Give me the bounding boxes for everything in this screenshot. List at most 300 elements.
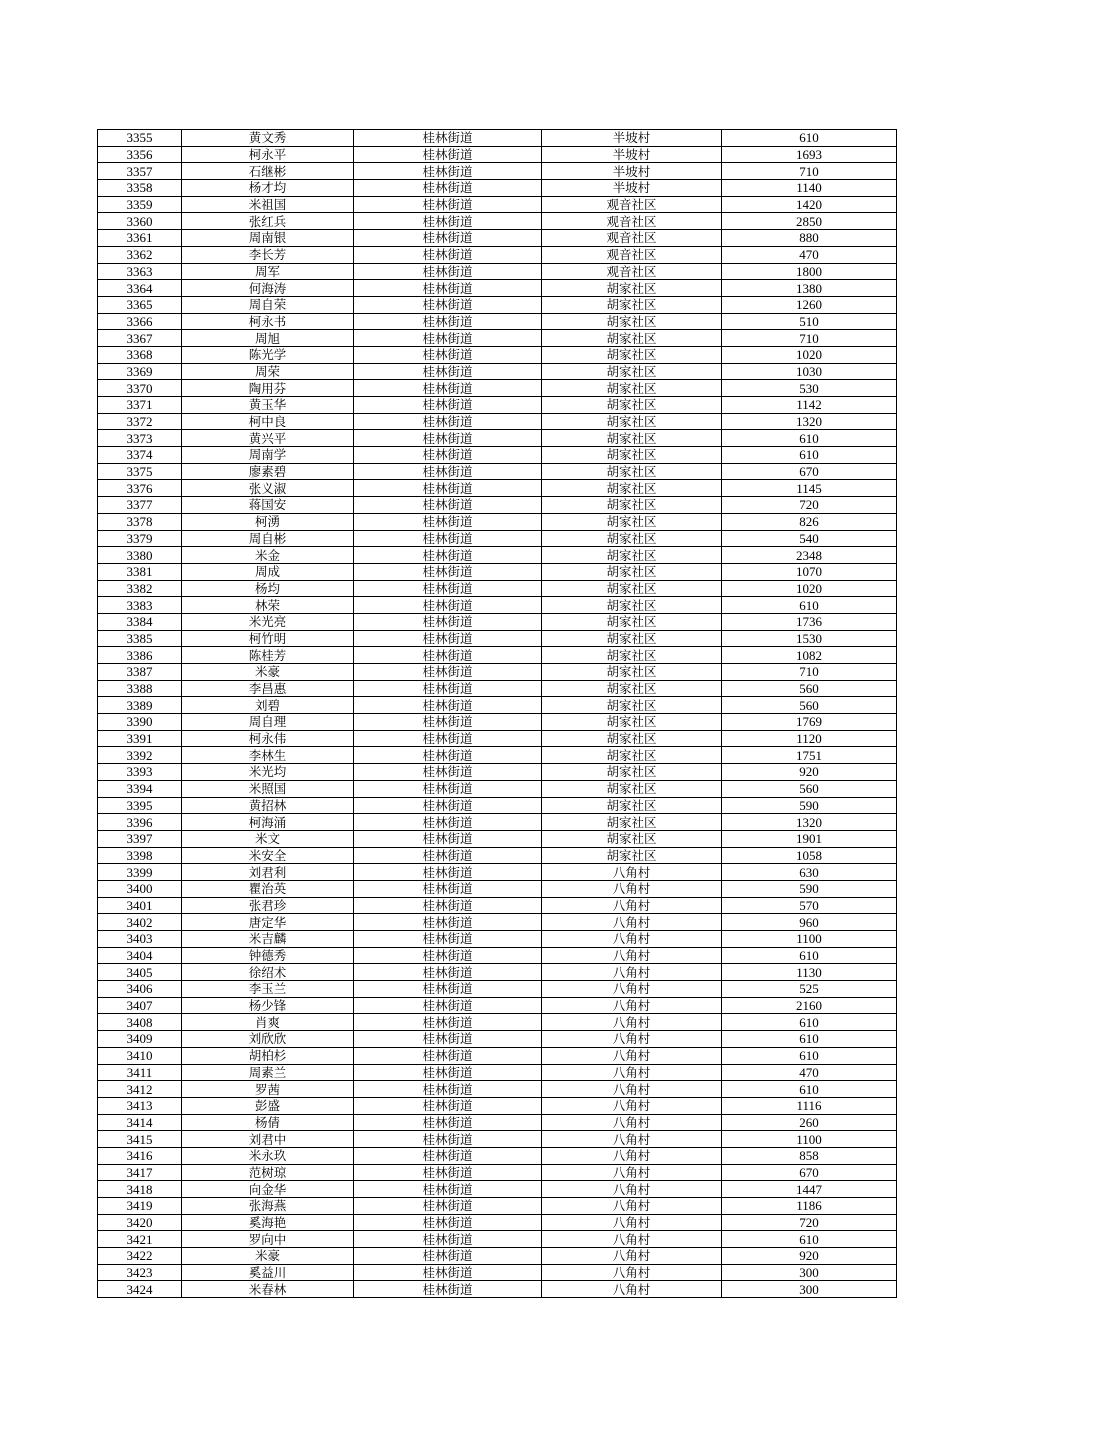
row-number-cell: 3384	[98, 613, 182, 630]
community-cell: 胡家社区	[542, 730, 722, 747]
street-cell: 桂林街道	[354, 363, 542, 380]
table-row	[98, 1264, 897, 1281]
street-cell: 桂林街道	[354, 630, 542, 647]
amount-cell: 1082	[722, 647, 897, 664]
row-number-cell: 3373	[98, 430, 182, 447]
table-row	[98, 547, 897, 564]
street-cell: 桂林街道	[354, 497, 542, 514]
data-table	[97, 129, 897, 1298]
amount-cell: 720	[722, 497, 897, 514]
name-cell: 李林生	[182, 747, 354, 764]
row-number-cell: 3375	[98, 463, 182, 480]
amount-cell: 720	[722, 1214, 897, 1231]
community-cell: 胡家社区	[542, 580, 722, 597]
amount-cell: 826	[722, 513, 897, 530]
street-cell: 桂林街道	[354, 1097, 542, 1114]
name-cell: 米祖国	[182, 196, 354, 213]
street-cell: 桂林街道	[354, 1181, 542, 1198]
amount-cell: 1145	[722, 480, 897, 497]
amount-cell: 610	[722, 447, 897, 464]
row-number-cell: 3377	[98, 497, 182, 514]
row-number-cell: 3415	[98, 1131, 182, 1148]
name-cell: 罗向中	[182, 1231, 354, 1248]
community-cell: 八角村	[542, 1198, 722, 1215]
amount-cell: 1140	[722, 180, 897, 197]
table-row	[98, 346, 897, 363]
amount-cell: 560	[722, 697, 897, 714]
name-cell: 彭盛	[182, 1097, 354, 1114]
row-number-cell: 3405	[98, 964, 182, 981]
name-cell: 周成	[182, 563, 354, 580]
street-cell: 桂林街道	[354, 613, 542, 630]
community-cell: 胡家社区	[542, 313, 722, 330]
row-number-cell: 3410	[98, 1047, 182, 1064]
name-cell: 柯永伟	[182, 730, 354, 747]
community-cell: 胡家社区	[542, 747, 722, 764]
table-row	[98, 880, 897, 897]
street-cell: 桂林街道	[354, 880, 542, 897]
name-cell: 陶用芬	[182, 380, 354, 397]
name-cell: 蒋国安	[182, 497, 354, 514]
row-number-cell: 3381	[98, 563, 182, 580]
amount-cell: 590	[722, 880, 897, 897]
amount-cell: 2160	[722, 997, 897, 1014]
street-cell: 桂林街道	[354, 714, 542, 731]
amount-cell: 710	[722, 163, 897, 180]
name-cell: 米照国	[182, 780, 354, 797]
row-number-cell: 3393	[98, 764, 182, 781]
table-row	[98, 814, 897, 831]
table-row	[98, 313, 897, 330]
row-number-cell: 3387	[98, 664, 182, 681]
street-cell: 桂林街道	[354, 814, 542, 831]
row-number-cell: 3380	[98, 547, 182, 564]
row-number-cell: 3401	[98, 897, 182, 914]
street-cell: 桂林街道	[354, 146, 542, 163]
amount-cell: 1116	[722, 1097, 897, 1114]
name-cell: 刘君中	[182, 1131, 354, 1148]
community-cell: 胡家社区	[542, 563, 722, 580]
amount-cell: 470	[722, 1064, 897, 1081]
row-number-cell: 3391	[98, 730, 182, 747]
street-cell: 桂林街道	[354, 1114, 542, 1131]
name-cell: 周自荣	[182, 296, 354, 313]
community-cell: 胡家社区	[542, 413, 722, 430]
amount-cell: 540	[722, 530, 897, 547]
table-row	[98, 180, 897, 197]
community-cell: 八角村	[542, 1014, 722, 1031]
community-cell: 胡家社区	[542, 447, 722, 464]
street-cell: 桂林街道	[354, 480, 542, 497]
community-cell: 胡家社区	[542, 280, 722, 297]
amount-cell: 1447	[722, 1181, 897, 1198]
row-number-cell: 3388	[98, 680, 182, 697]
row-number-cell: 3409	[98, 1031, 182, 1048]
row-number-cell: 3398	[98, 847, 182, 864]
community-cell: 胡家社区	[542, 497, 722, 514]
name-cell: 黄兴平	[182, 430, 354, 447]
name-cell: 柯湧	[182, 513, 354, 530]
name-cell: 米豪	[182, 1248, 354, 1265]
community-cell: 八角村	[542, 1131, 722, 1148]
amount-cell: 1100	[722, 931, 897, 948]
name-cell: 米吉麟	[182, 931, 354, 948]
street-cell: 桂林街道	[354, 580, 542, 597]
row-number-cell: 3356	[98, 146, 182, 163]
table-row	[98, 530, 897, 547]
name-cell: 廖素碧	[182, 463, 354, 480]
amount-cell: 610	[722, 597, 897, 614]
row-number-cell: 3372	[98, 413, 182, 430]
amount-cell: 880	[722, 230, 897, 247]
table-row	[98, 580, 897, 597]
amount-cell: 610	[722, 1081, 897, 1098]
table-row	[98, 947, 897, 964]
community-cell: 半坡村	[542, 146, 722, 163]
row-number-cell: 3407	[98, 997, 182, 1014]
street-cell: 桂林街道	[354, 163, 542, 180]
community-cell: 胡家社区	[542, 680, 722, 697]
row-number-cell: 3417	[98, 1164, 182, 1181]
name-cell: 刘君利	[182, 864, 354, 881]
table-row	[98, 1131, 897, 1148]
table-row	[98, 513, 897, 530]
street-cell: 桂林街道	[354, 1281, 542, 1298]
table-row	[98, 430, 897, 447]
row-number-cell: 3397	[98, 830, 182, 847]
table-row	[98, 664, 897, 681]
name-cell: 杨倩	[182, 1114, 354, 1131]
street-cell: 桂林街道	[354, 964, 542, 981]
table-row	[98, 780, 897, 797]
table-row	[98, 1231, 897, 1248]
row-number-cell: 3368	[98, 346, 182, 363]
table-row	[98, 797, 897, 814]
table-row	[98, 864, 897, 881]
community-cell: 八角村	[542, 931, 722, 948]
community-cell: 胡家社区	[542, 797, 722, 814]
table-row	[98, 1097, 897, 1114]
name-cell: 张红兵	[182, 213, 354, 230]
name-cell: 柯中良	[182, 413, 354, 430]
name-cell: 米永玖	[182, 1147, 354, 1164]
row-number-cell: 3386	[98, 647, 182, 664]
table-row	[98, 380, 897, 397]
name-cell: 黄招林	[182, 797, 354, 814]
row-number-cell: 3414	[98, 1114, 182, 1131]
row-number-cell: 3408	[98, 1014, 182, 1031]
table-row	[98, 130, 897, 147]
table-row	[98, 1114, 897, 1131]
row-number-cell: 3422	[98, 1248, 182, 1265]
table-row	[98, 1047, 897, 1064]
row-number-cell: 3419	[98, 1198, 182, 1215]
table-row	[98, 714, 897, 731]
row-number-cell: 3396	[98, 814, 182, 831]
name-cell: 向金华	[182, 1181, 354, 1198]
street-cell: 桂林街道	[354, 196, 542, 213]
name-cell: 杨均	[182, 580, 354, 597]
community-cell: 八角村	[542, 1164, 722, 1181]
community-cell: 八角村	[542, 864, 722, 881]
amount-cell: 1100	[722, 1131, 897, 1148]
community-cell: 八角村	[542, 981, 722, 998]
amount-cell: 525	[722, 981, 897, 998]
row-number-cell: 3421	[98, 1231, 182, 1248]
name-cell: 何海涛	[182, 280, 354, 297]
community-cell: 八角村	[542, 1147, 722, 1164]
table-row	[98, 397, 897, 414]
community-cell: 观音社区	[542, 196, 722, 213]
community-cell: 八角村	[542, 1248, 722, 1265]
street-cell: 桂林街道	[354, 180, 542, 197]
street-cell: 桂林街道	[354, 280, 542, 297]
community-cell: 胡家社区	[542, 547, 722, 564]
table-row	[98, 981, 897, 998]
table-row	[98, 630, 897, 647]
name-cell: 杨少锋	[182, 997, 354, 1014]
row-number-cell: 3390	[98, 714, 182, 731]
table-row	[98, 914, 897, 931]
table-row	[98, 246, 897, 263]
row-number-cell: 3411	[98, 1064, 182, 1081]
community-cell: 胡家社区	[542, 463, 722, 480]
community-cell: 胡家社区	[542, 430, 722, 447]
amount-cell: 300	[722, 1264, 897, 1281]
community-cell: 八角村	[542, 880, 722, 897]
community-cell: 观音社区	[542, 213, 722, 230]
table-row	[98, 931, 897, 948]
row-number-cell: 3376	[98, 480, 182, 497]
amount-cell: 1070	[722, 563, 897, 580]
street-cell: 桂林街道	[354, 897, 542, 914]
row-number-cell: 3392	[98, 747, 182, 764]
table-row	[98, 146, 897, 163]
name-cell: 李玉兰	[182, 981, 354, 998]
street-cell: 桂林街道	[354, 664, 542, 681]
table-row	[98, 680, 897, 697]
name-cell: 陈光学	[182, 346, 354, 363]
table-row	[98, 1014, 897, 1031]
community-cell: 半坡村	[542, 130, 722, 147]
row-number-cell: 3367	[98, 330, 182, 347]
community-cell: 八角村	[542, 1231, 722, 1248]
street-cell: 桂林街道	[354, 563, 542, 580]
community-cell: 八角村	[542, 897, 722, 914]
amount-cell: 470	[722, 246, 897, 263]
name-cell: 胡柏杉	[182, 1047, 354, 1064]
amount-cell: 710	[722, 664, 897, 681]
community-cell: 观音社区	[542, 230, 722, 247]
street-cell: 桂林街道	[354, 730, 542, 747]
street-cell: 桂林街道	[354, 914, 542, 931]
row-number-cell: 3389	[98, 697, 182, 714]
community-cell: 胡家社区	[542, 613, 722, 630]
street-cell: 桂林街道	[354, 864, 542, 881]
community-cell: 八角村	[542, 1281, 722, 1298]
row-number-cell: 3406	[98, 981, 182, 998]
street-cell: 桂林街道	[354, 1231, 542, 1248]
table-row	[98, 263, 897, 280]
street-cell: 桂林街道	[354, 997, 542, 1014]
table-row	[98, 1281, 897, 1298]
amount-cell: 630	[722, 864, 897, 881]
community-cell: 八角村	[542, 1097, 722, 1114]
community-cell: 胡家社区	[542, 780, 722, 797]
table-body	[98, 130, 897, 1298]
community-cell: 八角村	[542, 964, 722, 981]
table-row	[98, 497, 897, 514]
community-cell: 胡家社区	[542, 330, 722, 347]
community-cell: 胡家社区	[542, 664, 722, 681]
name-cell: 米春林	[182, 1281, 354, 1298]
table-row	[98, 1198, 897, 1215]
community-cell: 八角村	[542, 1031, 722, 1048]
amount-cell: 670	[722, 463, 897, 480]
amount-cell: 670	[722, 1164, 897, 1181]
community-cell: 八角村	[542, 1064, 722, 1081]
row-number-cell: 3416	[98, 1147, 182, 1164]
table-row	[98, 1248, 897, 1265]
name-cell: 奚益川	[182, 1264, 354, 1281]
amount-cell: 1380	[722, 280, 897, 297]
name-cell: 柯永书	[182, 313, 354, 330]
row-number-cell: 3423	[98, 1264, 182, 1281]
name-cell: 钟德秀	[182, 947, 354, 964]
street-cell: 桂林街道	[354, 847, 542, 864]
table-row	[98, 964, 897, 981]
community-cell: 半坡村	[542, 163, 722, 180]
name-cell: 李昌惠	[182, 680, 354, 697]
table-row	[98, 230, 897, 247]
amount-cell: 1530	[722, 630, 897, 647]
street-cell: 桂林街道	[354, 931, 542, 948]
amount-cell: 590	[722, 797, 897, 814]
street-cell: 桂林街道	[354, 764, 542, 781]
row-number-cell: 3383	[98, 597, 182, 614]
street-cell: 桂林街道	[354, 1047, 542, 1064]
community-cell: 胡家社区	[542, 697, 722, 714]
community-cell: 胡家社区	[542, 630, 722, 647]
name-cell: 陈桂芳	[182, 647, 354, 664]
street-cell: 桂林街道	[354, 447, 542, 464]
community-cell: 半坡村	[542, 180, 722, 197]
community-cell: 八角村	[542, 997, 722, 1014]
street-cell: 桂林街道	[354, 296, 542, 313]
table-row	[98, 280, 897, 297]
name-cell: 李长芳	[182, 246, 354, 263]
table-row	[98, 163, 897, 180]
street-cell: 桂林街道	[354, 463, 542, 480]
name-cell: 杨才均	[182, 180, 354, 197]
table-row	[98, 747, 897, 764]
name-cell: 瞿治英	[182, 880, 354, 897]
table-row	[98, 1181, 897, 1198]
amount-cell: 1030	[722, 363, 897, 380]
community-cell: 胡家社区	[542, 847, 722, 864]
table-row	[98, 447, 897, 464]
name-cell: 米安全	[182, 847, 354, 864]
table-row	[98, 363, 897, 380]
table-row	[98, 847, 897, 864]
street-cell: 桂林街道	[354, 830, 542, 847]
street-cell: 桂林街道	[354, 547, 542, 564]
name-cell: 徐绍术	[182, 964, 354, 981]
community-cell: 八角村	[542, 1214, 722, 1231]
street-cell: 桂林街道	[354, 1198, 542, 1215]
amount-cell: 610	[722, 1014, 897, 1031]
row-number-cell: 3369	[98, 363, 182, 380]
name-cell: 奚海艳	[182, 1214, 354, 1231]
street-cell: 桂林街道	[354, 413, 542, 430]
street-cell: 桂林街道	[354, 513, 542, 530]
street-cell: 桂林街道	[354, 130, 542, 147]
amount-cell: 300	[722, 1281, 897, 1298]
street-cell: 桂林街道	[354, 797, 542, 814]
community-cell: 胡家社区	[542, 363, 722, 380]
row-number-cell: 3400	[98, 880, 182, 897]
row-number-cell: 3418	[98, 1181, 182, 1198]
amount-cell: 1420	[722, 196, 897, 213]
amount-cell: 2348	[722, 547, 897, 564]
name-cell: 周荣	[182, 363, 354, 380]
table-row	[98, 1064, 897, 1081]
amount-cell: 1769	[722, 714, 897, 731]
street-cell: 桂林街道	[354, 697, 542, 714]
amount-cell: 1020	[722, 580, 897, 597]
name-cell: 周自彬	[182, 530, 354, 547]
row-number-cell: 3370	[98, 380, 182, 397]
name-cell: 柯竹明	[182, 630, 354, 647]
amount-cell: 1320	[722, 413, 897, 430]
table-row	[98, 1081, 897, 1098]
table-row	[98, 730, 897, 747]
table-row	[98, 764, 897, 781]
row-number-cell: 3361	[98, 230, 182, 247]
table-row	[98, 413, 897, 430]
table-row	[98, 563, 897, 580]
name-cell: 周素兰	[182, 1064, 354, 1081]
street-cell: 桂林街道	[354, 380, 542, 397]
row-number-cell: 3355	[98, 130, 182, 147]
amount-cell: 710	[722, 330, 897, 347]
community-cell: 胡家社区	[542, 346, 722, 363]
amount-cell: 1693	[722, 146, 897, 163]
row-number-cell: 3385	[98, 630, 182, 647]
table-row	[98, 196, 897, 213]
community-cell: 胡家社区	[542, 814, 722, 831]
name-cell: 周南学	[182, 447, 354, 464]
table-row	[98, 647, 897, 664]
name-cell: 米光亮	[182, 613, 354, 630]
row-number-cell: 3374	[98, 447, 182, 464]
amount-cell: 1901	[722, 830, 897, 847]
amount-cell: 530	[722, 380, 897, 397]
street-cell: 桂林街道	[354, 1031, 542, 1048]
table-row	[98, 213, 897, 230]
amount-cell: 610	[722, 947, 897, 964]
name-cell: 范树琼	[182, 1164, 354, 1181]
row-number-cell: 3357	[98, 163, 182, 180]
row-number-cell: 3402	[98, 914, 182, 931]
amount-cell: 1736	[722, 613, 897, 630]
name-cell: 柯海涌	[182, 814, 354, 831]
amount-cell: 510	[722, 313, 897, 330]
street-cell: 桂林街道	[354, 1164, 542, 1181]
amount-cell: 560	[722, 680, 897, 697]
street-cell: 桂林街道	[354, 597, 542, 614]
row-number-cell: 3412	[98, 1081, 182, 1098]
